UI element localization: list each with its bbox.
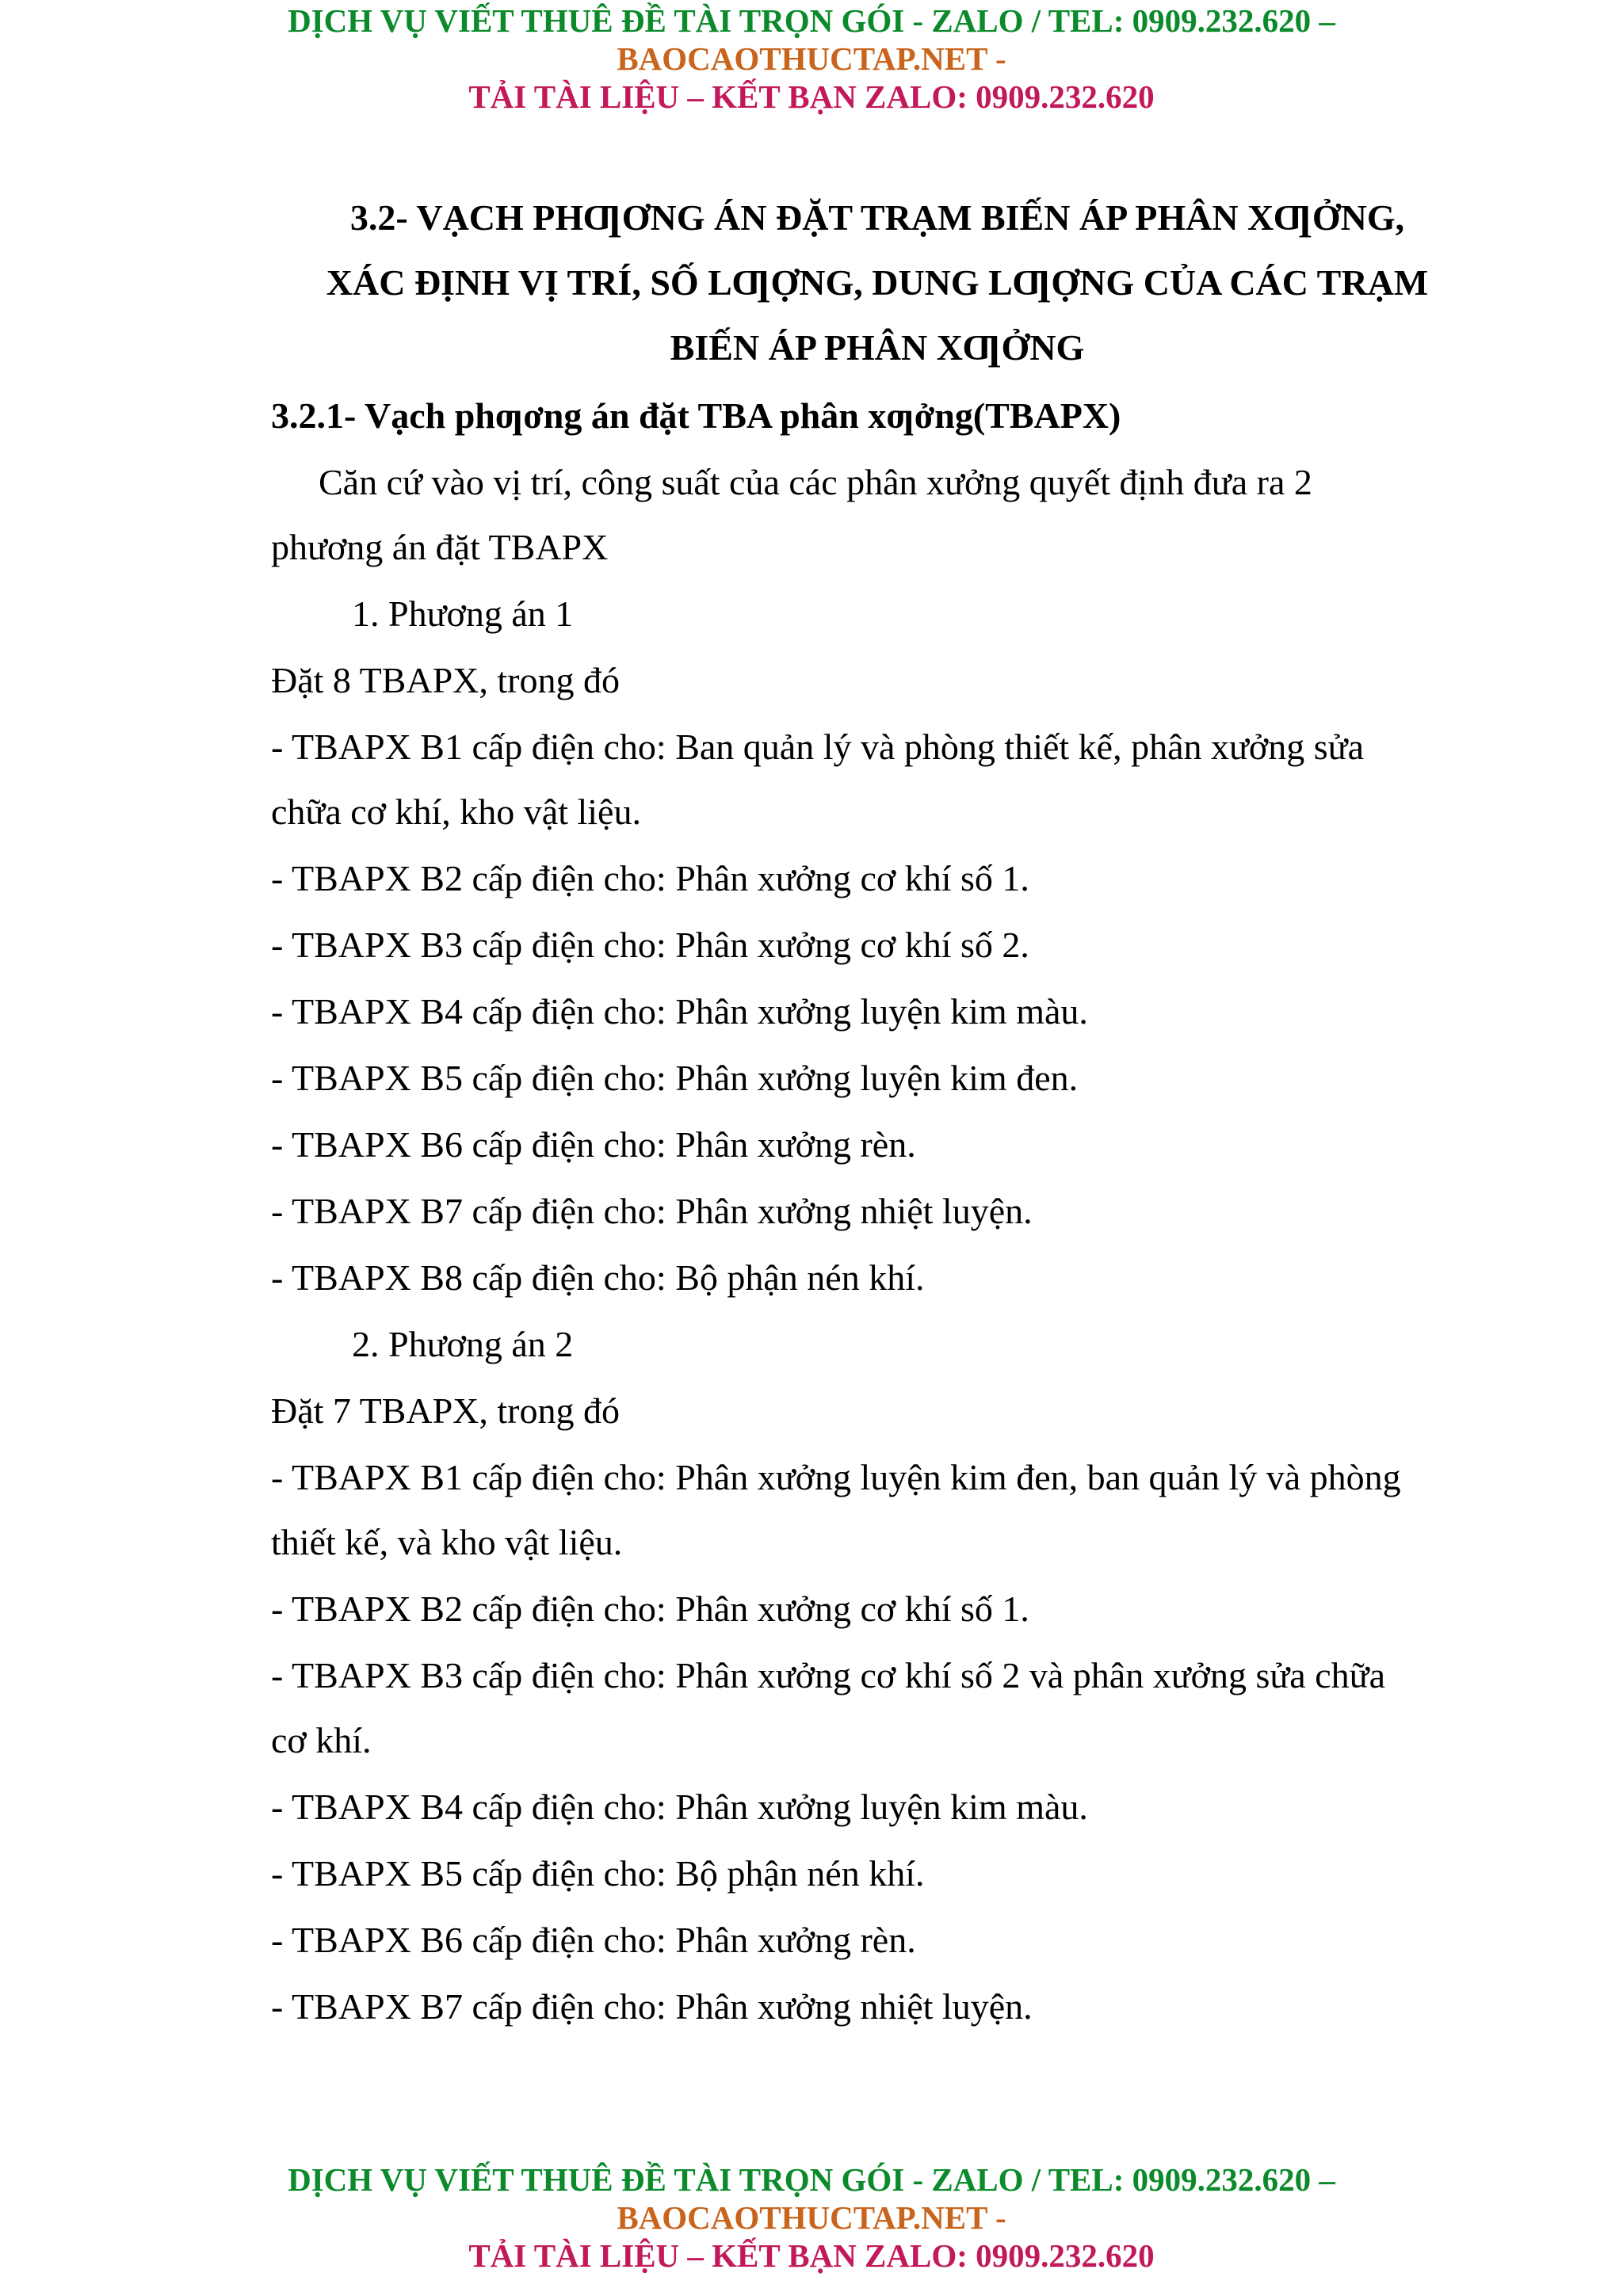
header-line-2: BAOCAOTHUCTAP.NET - (617, 40, 1006, 77)
option-1-item: - TBAPX B3 cấp điện cho: Phân xưởng cơ khí số 2. (271, 925, 1029, 965)
subsection-title: 3.2.1- Vạch phƣơng án đặt TBA phân xƣởng(TBAPX) (271, 395, 1121, 436)
option-1-item: chữa cơ khí, kho vật liệu. (271, 791, 641, 832)
option-2-item: - TBAPX B2 cấp điện cho: Phân xưởng cơ khí số 1. (271, 1589, 1029, 1629)
section-title-line-2: XÁC ĐỊNH VỊ TRÍ, SỐ LƢỢNG, DUNG LƢỢNG CỦA CÁC TRẠM (326, 262, 1429, 303)
option-2-item: - TBAPX B1 cấp điện cho: Phân xưởng luyện kim đen, ban quản lý và phòng (271, 1457, 1401, 1497)
option-1-item: - TBAPX B1 cấp điện cho: Ban quản lý và phòng thiết kế, phân xưởng sửa (271, 727, 1365, 767)
option-2-item: - TBAPX B5 cấp điện cho: Bộ phận nén khí. (271, 1853, 925, 1894)
option-1-item: - TBAPX B6 cấp điện cho: Phân xưởng rèn. (271, 1124, 916, 1165)
option-2-item: - TBAPX B7 cấp điện cho: Phân xưởng nhiệt luyện. (271, 1986, 1033, 2027)
option-1-item: - TBAPX B5 cấp điện cho: Phân xưởng luyện kim đen. (271, 1058, 1079, 1098)
option-2-item: cơ khí. (271, 1720, 372, 1760)
footer-line-3: TẢI TÀI LIỆU – KẾT BẠN ZALO: 0909.232.620 (468, 2237, 1155, 2274)
footer-line-1: DỊCH VỤ VIẾT THUÊ ĐỀ TÀI TRỌN GÓI - ZALO / TEL: 0909.232.620 – (288, 2161, 1335, 2198)
option-2-summary: Đặt 7 TBAPX, trong đó (271, 1390, 620, 1431)
section-title-line-1: 3.2- VẠCH PHƢƠNG ÁN ĐẶT TRẠM BIẾN ÁP PHÂN XƢỞNG, (349, 197, 1405, 238)
section-title-line-3: BIẾN ÁP PHÂN XƢỞNG (670, 327, 1085, 368)
option-1-item: - TBAPX B8 cấp điện cho: Bộ phận nén khí. (271, 1257, 925, 1298)
option-1-item: - TBAPX B2 cấp điện cho: Phân xưởng cơ khí số 1. (271, 858, 1029, 898)
option-1-item: - TBAPX B4 cấp điện cho: Phân xưởng luyện kim màu. (271, 991, 1088, 1032)
header-line-3: TẢI TÀI LIỆU – KẾT BẠN ZALO: 0909.232.620 (468, 78, 1155, 115)
footer-line-2: BAOCAOTHUCTAP.NET - (617, 2199, 1006, 2236)
option-2-item: - TBAPX B3 cấp điện cho: Phân xưởng cơ khí số 2 và phân xưởng sửa chữa (271, 1655, 1385, 1695)
option-2-item: - TBAPX B6 cấp điện cho: Phân xưởng rèn. (271, 1920, 916, 1960)
option-2-item: - TBAPX B4 cấp điện cho: Phân xưởng luyện kim màu. (271, 1787, 1088, 1827)
intro-line-2: phương án đặt TBAPX (271, 527, 609, 567)
option-2-item: thiết kế, và kho vật liệu. (271, 1522, 623, 1562)
option-1-summary: Đặt 8 TBAPX, trong đó (271, 660, 620, 700)
intro-line-1: Căn cứ vào vị trí, công suất của các phân xưởng quyết định đưa ra 2 (319, 462, 1312, 502)
header-banner (0, 2, 1623, 116)
option-2-label: 2. Phương án 2 (352, 1324, 574, 1364)
footer-banner (0, 2161, 1623, 2275)
header-line-1: DỊCH VỤ VIẾT THUÊ ĐỀ TÀI TRỌN GÓI - ZALO / TEL: 0909.232.620 – (288, 2, 1335, 39)
option-1-label: 1. Phương án 1 (352, 593, 574, 634)
option-1-item: - TBAPX B7 cấp điện cho: Phân xưởng nhiệt luyện. (271, 1191, 1033, 1231)
